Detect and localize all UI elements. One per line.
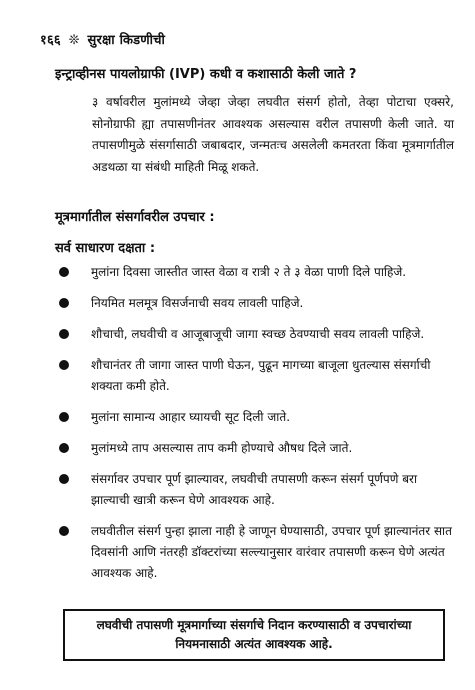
running-header — [40, 30, 165, 48]
bullet-icon — [59, 443, 69, 453]
list-item — [55, 407, 455, 428]
list-item-text: मुलांना सामान्य आहार घ्यायची सूट दिली जाते. — [91, 410, 291, 424]
list-item — [55, 262, 455, 283]
list-item-text: शौचाची, लघवीची व आजूबाजूची जागा स्वच्छ ठेवण्याची सवय लावली पाहिजे. — [91, 327, 425, 341]
important-note-text: लघवीची तपासणी मूत्रमार्गाच्या संसर्गाचे निदान करण्यासाठी व उपचारांच्या नियमनासाठी अत्यंत आवश्यक आहे. — [96, 618, 412, 651]
bullet-icon — [59, 412, 69, 422]
list-item-text: शौचानंतर ती जागा जास्त पाणी घेऊन, पुढून मागच्या बाजूला धुतल्यास संसर्गाची शक्यता कमी होते. — [91, 358, 431, 393]
running-title: सुरक्षा किडणीची — [87, 33, 166, 48]
ivp-paragraph: ३ वर्षावरील मुलांमध्ये जेव्हा जेव्हा लघवीत संसर्ग होतो, तेव्हा पोटाचा एक्सरे, सोनोग्राफी ह्या तपासणीनंतर आवश्यक असल्यास वरील तपासणी केली जाते. या तपासणीमुळे संसर्गासाठी जबाबदार, जन्मतःच असलेली कमतरता किंवा मूत्रमार्गातील अडथळा या संबंधी माहिती मिळू शकते. — [92, 95, 454, 174]
bullet-icon — [59, 329, 69, 339]
list-item-text: लघवीतील संसर्ग पुन्हा झाला नाही हे जाणून घेण्यासाठी, उपचार पूर्ण झाल्यानंतर सात दिवसांनी आणि नंतरही डॉक्टरांच्या सल्ल्यानुसार वारंवार तपासणी करून घेणे अत्यंत आवश्यक आहे. — [91, 524, 453, 580]
bullet-icon — [59, 360, 69, 370]
list-item-text: मुलांमध्ये ताप असल्यास ताप कमी होण्याचे औषध दिले जाते. — [91, 441, 353, 455]
bullet-icon — [59, 298, 69, 308]
flower-ornament-icon: ❊ — [68, 33, 80, 48]
list-item — [55, 324, 455, 345]
precautions-list — [55, 262, 455, 594]
bullet-icon — [59, 267, 69, 277]
bullet-icon — [59, 474, 69, 484]
bullet-icon — [59, 526, 69, 536]
list-item — [55, 438, 455, 459]
section-heading: मूत्रमार्गातील संसर्गावरील उपचार : — [55, 210, 215, 225]
list-item — [55, 521, 455, 584]
list-item — [55, 469, 455, 511]
question-heading: इन्ट्राव्हीनस पायलोग्राफी (IVP) कधी व कशासाठी केली जाते ? — [55, 67, 357, 82]
subsection-heading: सर्व साधारण दक्षता : — [55, 241, 156, 256]
list-item — [55, 355, 455, 397]
page-number: १६६ — [40, 33, 61, 48]
list-item-text: नियमित मलमूत्र विसर्जनाची सवय लावली पाहिजे. — [91, 296, 304, 310]
list-item — [55, 293, 455, 314]
list-item-text: संसर्गावर उपचार पूर्ण झाल्यावर, लघवीची तपासणी करून संसर्ग पूर्णपणे बरा झाल्याची खात्री करून घेणे आवश्यक आहे. — [91, 472, 418, 507]
list-item-text: मुलांना दिवसा जास्तीत जास्त वेळा व रात्री २ ते ३ वेळा पाणी दिले पाहिजे. — [91, 265, 407, 279]
important-note-box — [63, 609, 445, 661]
